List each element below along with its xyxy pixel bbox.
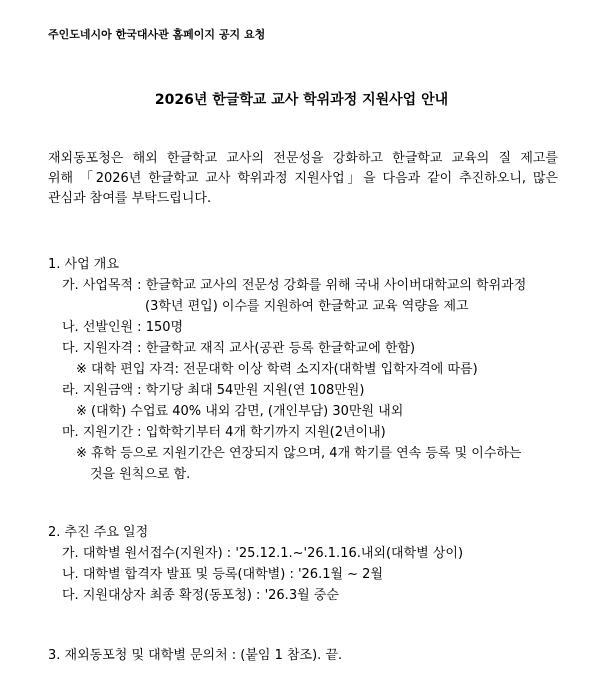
intro-paragraph <box>48 149 558 209</box>
section1-note-leave: ※ 휴학 등으로 지원기간은 연장되지 않으며, 4개 학기를 연속 등록 및 이수하는 <box>76 446 522 461</box>
notice-request-header: 주인도네시아 한국대사관 홈페이지 공지 요청 <box>48 28 266 41</box>
section1-item-quota: 나. 선발인원 : 150명 <box>62 320 184 335</box>
section1-item-purpose-cont: (3학년 편입) 이수를 지원하여 한글학교 교육 역량을 제고 <box>145 299 469 314</box>
section1-item-purpose: 가. 사업목적 : 한글학교 교사의 전문성 강화를 위해 국내 사이버대학교의 학위과정 <box>62 278 527 293</box>
section1-note-leave-cont: 것을 원칙으로 함. <box>90 467 191 482</box>
intro-line: 재외동포청은 해외 한글학교 교사의 전문성을 강화하고 한글학교 교육의 질 제고를 <box>48 151 558 166</box>
document-title: 2026년 한글학교 교사 학위과정 지원사업 안내 <box>154 92 449 108</box>
section1-note-tuition: ※ (대학) 수업료 40% 내외 감면, (개인부담) 30만원 내외 <box>76 404 404 419</box>
intro-line: 위해 「2026년 한글학교 교사 학위과정 지원사업」을 다음과 같이 추진하오니, 많은 <box>48 171 558 186</box>
section2-item-application: 가. 대학별 원서접수(지원자) : '25.12.1.~'26.1.16.내외(대학별 상이) <box>62 546 464 561</box>
section1-heading: 1. 사업 개요 <box>48 257 119 272</box>
section1-note-transfer: ※ 대학 편입 자격: 전문대학 이상 학력 소지자(대학별 입학자격에 따름) <box>76 362 478 377</box>
section2-item-confirmation: 다. 지원대상자 최종 확정(동포청) : '26.3월 중순 <box>62 588 339 603</box>
intro-line: 관심과 참여를 부탁드립니다. <box>48 191 212 206</box>
section1-item-period: 마. 지원기간 : 입학학기부터 4개 학기까지 지원(2년이내) <box>62 425 386 440</box>
section1-item-eligibility: 다. 지원자격 : 한글학교 재직 교사(공관 등록 한글학교에 한함) <box>62 341 416 356</box>
section1-item-amount: 라. 지원금액 : 학기당 최대 54만원 지원(연 108만원) <box>62 383 365 398</box>
section2-item-admission: 나. 대학별 합격자 발표 및 등록(대학별) : '26.1월 ~ 2월 <box>62 567 384 582</box>
section3-contact: 3. 재외동포청 및 대학별 문의처 : (붙임 1 참조). 끝. <box>48 648 343 663</box>
section2-heading: 2. 추진 주요 일정 <box>48 525 149 540</box>
